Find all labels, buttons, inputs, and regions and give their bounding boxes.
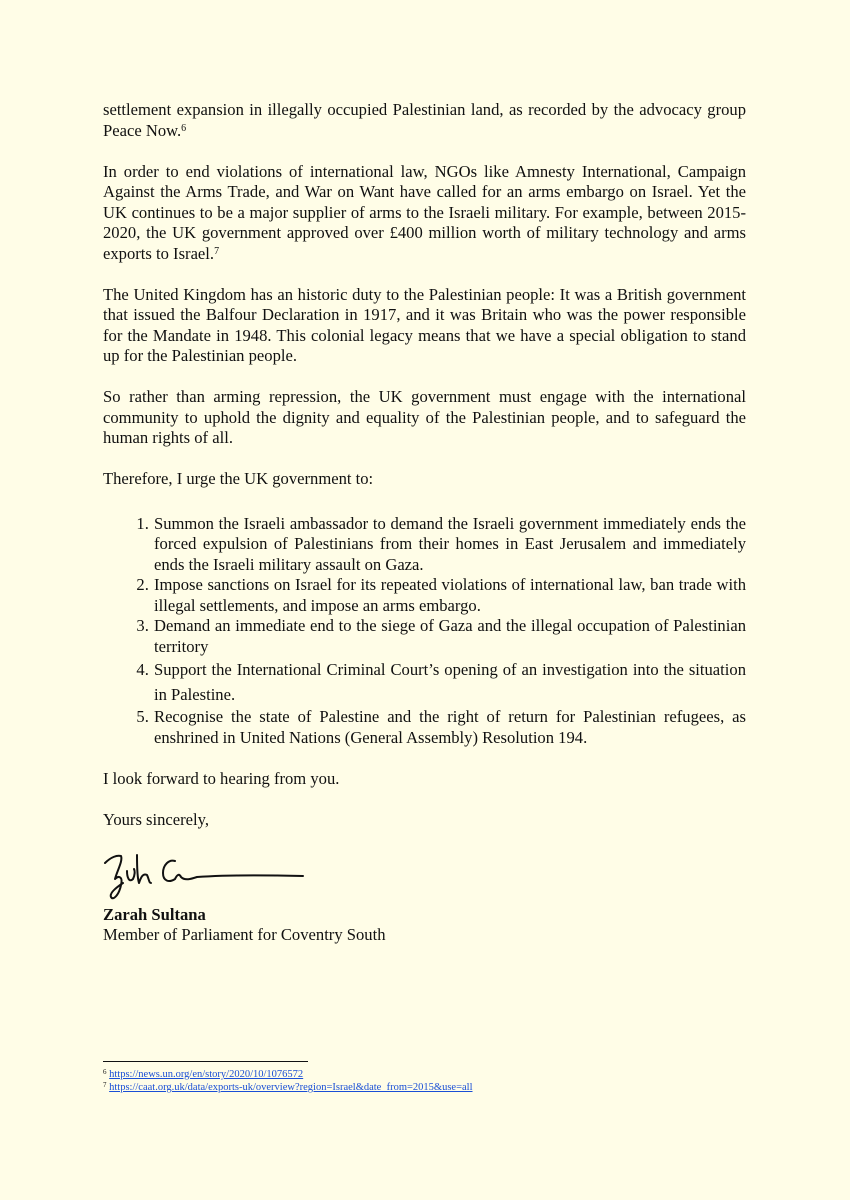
paragraph-historic-duty: The United Kingdom has an historic duty to the Palestinian people: It was a British government that issued the Balfour Declaration in 1917, and it was Britain who was the power responsible for the Mandate in 1948. This colonial legacy means that we have a special obligation to stand up for the Palestinian people.	[103, 284, 746, 365]
signature	[103, 843, 746, 905]
list-item: 2. Impose sanctions on Israel for its repeated violations of international law, ban trade with illegal settlements, and impose an arms embargo.	[153, 575, 746, 616]
closing-line: I look forward to hearing from you.	[103, 768, 340, 788]
list-item: 1. Summon the Israeli ambassador to demand the Israeli government immediately ends the forced expulsion of Palestinians from their homes in East Jerusalem and immediately ends the Israeli military assault on Gaza.	[153, 514, 746, 576]
paragraph-arms-embargo	[103, 162, 746, 265]
paragraph-settlement	[103, 100, 746, 141]
list-item: 3. Demand an immediate end to the siege of Gaza and the illegal occupation of Palestinian territory	[153, 616, 746, 657]
footnotes	[103, 1068, 473, 1094]
signature-image	[103, 843, 323, 905]
demands-list	[103, 514, 746, 749]
paragraph-text: In order to end violations of international law, NGOs like Amnesty International, Campaign Against the Arms Trade, and War on Want have called for an arms embargo on Israel. Yet the UK continues to be a major supplier of arms to the Israeli military. For example, between 2015-2020, the UK government approved over £400 million worth of military technology and arms exports to Israel.	[103, 161, 746, 263]
footnote-7: $^7$ https://caat.org.uk/data/exports-uk/overview?region=Israel&date_from=2015&use=all	[103, 1081, 473, 1093]
footnote-marker: 6	[181, 122, 187, 134]
signatory-name: Zarah Sultana	[103, 904, 206, 924]
signatory-role: Member of Parliament for Coventry South	[103, 925, 386, 944]
paragraph-engage: So rather than arming repression, the UK government must engage with the international community to uphold the dignity and equality of the Palestinian people, and to safeguard the human rights of all.	[103, 387, 746, 447]
paragraph-urge: Therefore, I urge the UK government to:	[103, 469, 374, 488]
list-item: 4. Support the International Criminal Court’s opening of an investigation into the situation in Palestine.	[153, 657, 746, 707]
footnote-divider	[103, 1061, 308, 1062]
footnote-marker: 7	[214, 245, 220, 257]
sign-off: Yours sincerely,	[103, 809, 210, 829]
paragraph-text: settlement expansion in illegally occupied Palestinian land, as recorded by the advocacy group Peace Now.	[103, 100, 746, 140]
list-item: 5. Recognise the state of Palestine and the right of return for Palestinian refugees, as enshrined in United Nations (General Assembly) Resolution 194.	[153, 707, 746, 748]
footnote-link[interactable]: https://caat.org.uk/data/exports-uk/overview?region=Israel&date_from=2015&use=all	[109, 1082, 473, 1093]
footnote-link[interactable]: https://news.un.org/en/story/2020/10/1076572	[109, 1069, 304, 1080]
footnote-6: $^6$ https://news.un.org/en/story/2020/10/1076572	[103, 1068, 304, 1080]
